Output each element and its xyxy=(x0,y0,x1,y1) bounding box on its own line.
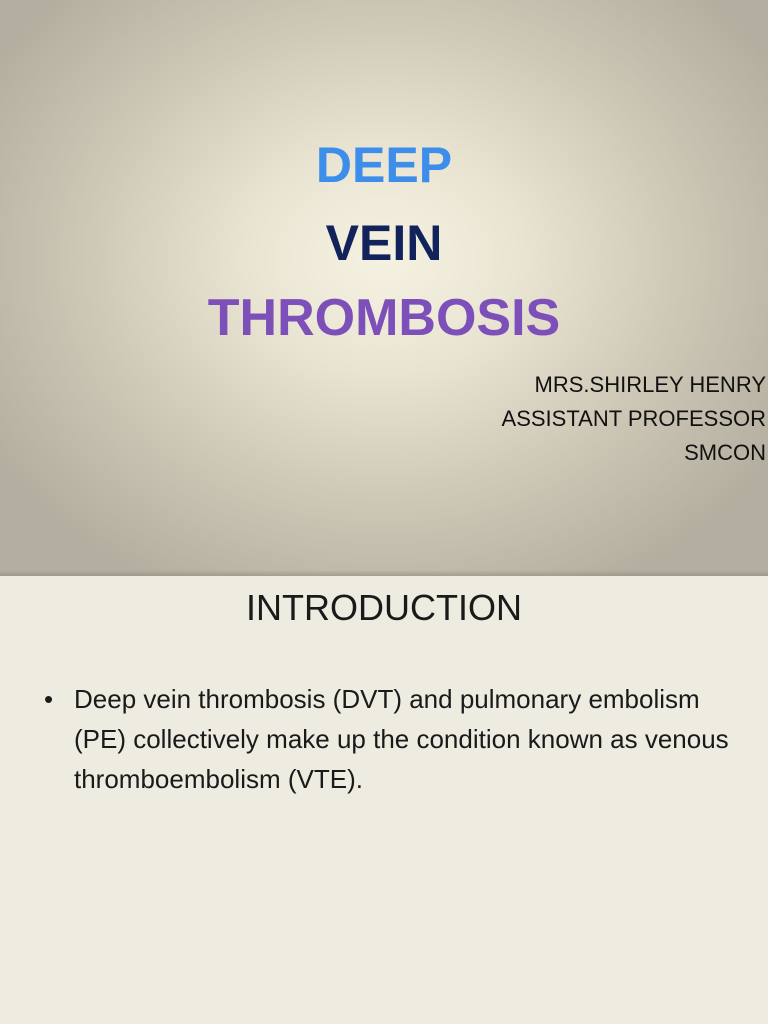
introduction-slide xyxy=(0,576,768,1024)
title-line-thrombosis: THROMBOSIS xyxy=(207,289,561,347)
title-line-vein: VEIN xyxy=(325,215,443,271)
bullet-text: Deep vein thrombosis (DVT) and pulmonary embolism (PE) collectively make up the condition known as venous thromboembolism (VTE). xyxy=(74,684,729,794)
author-name: MRS.SHIRLEY HENRY xyxy=(534,372,766,397)
author-role: ASSISTANT PROFESSOR xyxy=(501,406,766,431)
slide-heading: INTRODUCTION xyxy=(246,587,522,628)
title-line-deep: DEEP xyxy=(315,137,453,193)
author-institution: SMCON xyxy=(684,440,766,465)
bullet-dot-icon: • xyxy=(44,684,54,714)
